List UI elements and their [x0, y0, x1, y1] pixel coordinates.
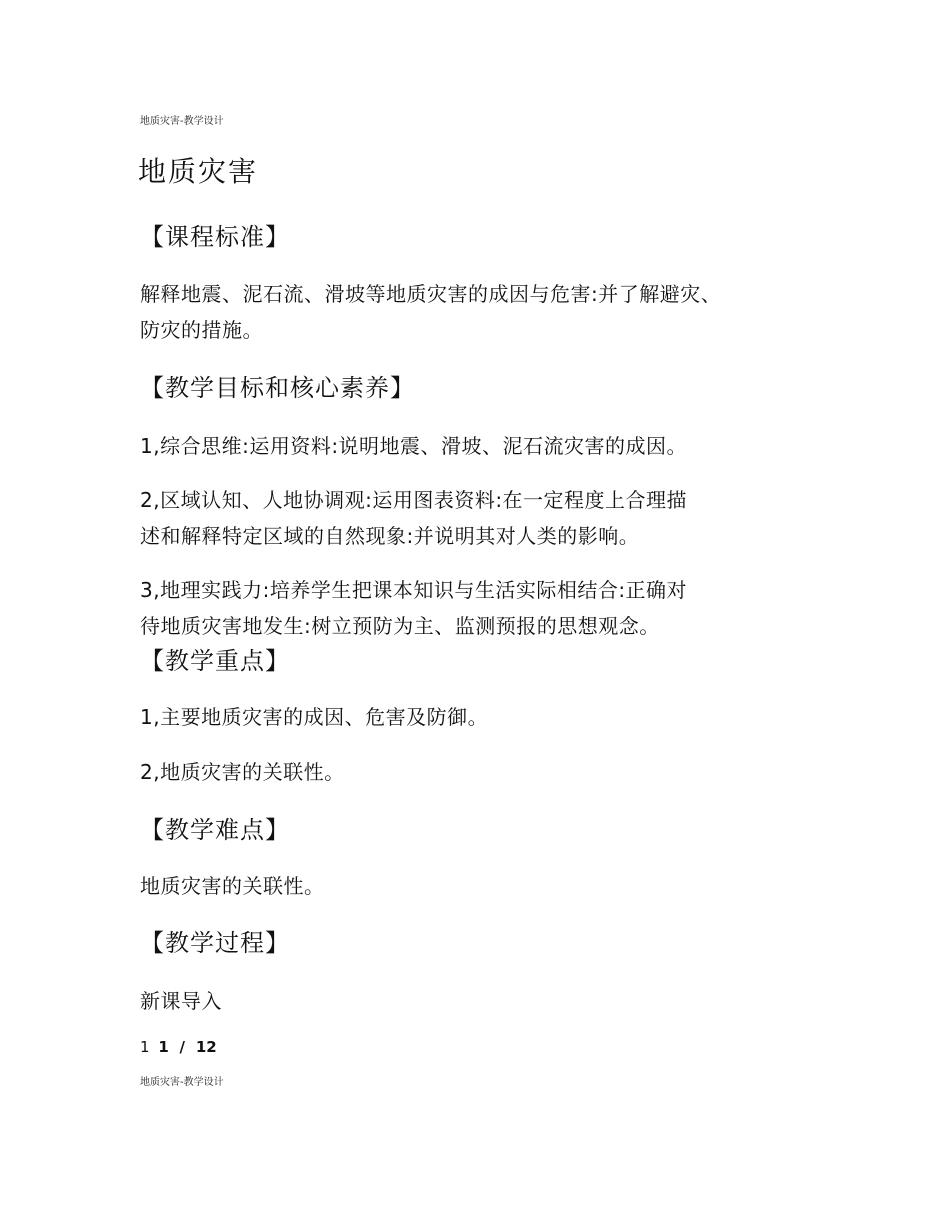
objective-item-2-line-1: 2,区域认知、人地协调观:运用图表资料:在一定程度上合理描: [140, 488, 688, 512]
page-number-current: 1: [158, 1038, 169, 1056]
page-number: [140, 1038, 217, 1056]
objective-item-2-line-2: 述和解释特定区域的自然现象:并说明其对人类的影响。: [140, 524, 640, 548]
objective-item-3-line-2: 待地质灾害地发生:树立预防为主、监测预报的思想观念。: [140, 614, 660, 638]
process-heading: 【教学过程】: [140, 929, 290, 957]
page-number-separator: /: [179, 1038, 186, 1056]
curriculum-heading: 【课程标准】: [140, 223, 290, 251]
key-points-heading: 【教学重点】: [140, 647, 290, 675]
next-page-header: 地质灾害-教学设计: [140, 1077, 224, 1088]
key-point-item-1: 1,主要地质灾害的成因、危害及防御。: [140, 705, 489, 729]
document-title: 地质灾害: [138, 155, 259, 188]
process-item-1: 新课导入: [140, 989, 222, 1013]
objective-item-1: 1,综合思维:运用资料:说明地震、滑坡、泥石流灾害的成因。: [140, 434, 688, 458]
page-number-lead: 1: [140, 1038, 150, 1056]
key-point-item-2: 2,地质灾害的关联性。: [140, 760, 345, 784]
curriculum-line-2: 防灾的措施。: [140, 318, 263, 342]
objectives-heading: 【教学目标和核心素养】: [140, 374, 415, 402]
page-number-total: 12: [195, 1038, 217, 1056]
page-header: 地质灾害-教学设计: [140, 116, 224, 127]
difficulties-heading: 【教学难点】: [140, 816, 290, 844]
curriculum-line-1: 解释地震、泥石流、滑坡等地质灾害的成因与危害:并了解避灾、: [140, 282, 722, 306]
objective-item-3-line-1: 3,地理实践力:培养学生把课本知识与生活实际相结合:正确对: [140, 578, 688, 602]
difficulty-item-1: 地质灾害的关联性。: [140, 874, 325, 898]
